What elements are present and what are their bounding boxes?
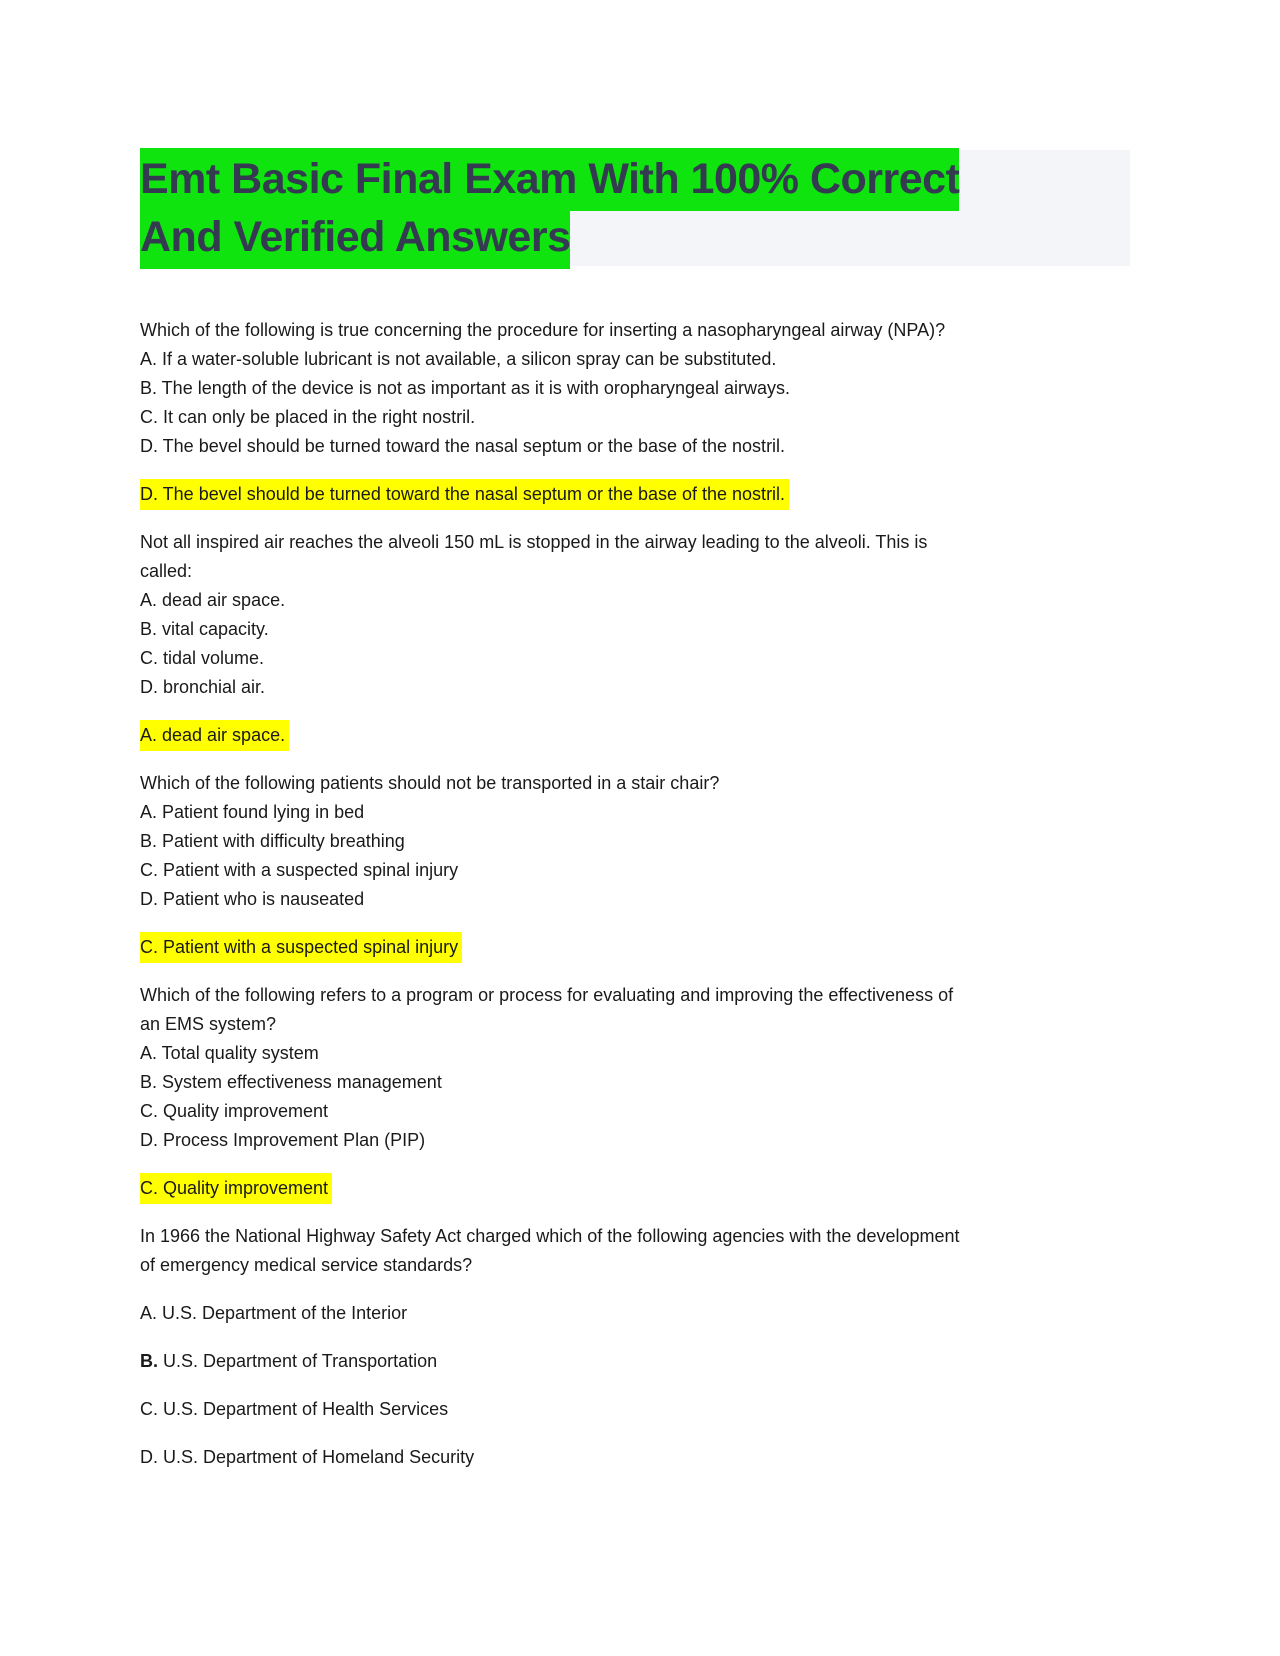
title-line-2-highlight: And Verified Answers: [140, 206, 570, 269]
question-line: of emergency medical service standards?: [140, 1255, 473, 1275]
answer-paragraph: [140, 480, 1100, 509]
document-title: [140, 150, 1130, 266]
option-prefix: D.: [140, 1447, 158, 1467]
question-line: Which of the following is true concerning the procedure for inserting a nasopharyngeal airway (NPA)?: [140, 320, 946, 340]
question-line: D. The bevel should be turned toward the nasal septum or the base of the nostril.: [140, 436, 786, 456]
question-line: Which of the following patients should not be transported in a stair chair?: [140, 773, 720, 793]
question-line: A. If a water-soluble lubricant is not available, a silicon spray can be substituted.: [140, 349, 777, 369]
answer-highlight: D. The bevel should be turned toward the nasal septum or the base of the nostril.: [140, 479, 789, 510]
question-paragraph: [140, 981, 1100, 1155]
question-line: A. dead air space.: [140, 590, 286, 610]
question-line: A. Total quality system: [140, 1043, 319, 1063]
answer-paragraph: [140, 933, 1100, 962]
question-line: called:: [140, 561, 193, 581]
option-text: U.S. Department of Homeland Security: [158, 1447, 475, 1467]
question-line: B. vital capacity.: [140, 619, 269, 639]
option-paragraph: [140, 1299, 1100, 1328]
option-prefix: B.: [140, 1351, 158, 1371]
document-body: [140, 316, 1100, 1472]
answer-highlight: C. Quality improvement: [140, 1173, 332, 1204]
option-text: U.S. Department of Health Services: [158, 1399, 449, 1419]
question-paragraph: [140, 769, 1100, 914]
question-line: C. It can only be placed in the right nostril.: [140, 407, 476, 427]
question-line: Not all inspired air reaches the alveoli 150 mL is stopped in the airway leading to the alveoli. This is: [140, 532, 928, 552]
option-paragraph: [140, 1395, 1100, 1424]
question-line: D. Process Improvement Plan (PIP): [140, 1130, 426, 1150]
question-line: B. System effectiveness management: [140, 1072, 442, 1092]
document-content: [140, 150, 1140, 1491]
option-paragraph: [140, 1347, 1100, 1376]
option-text: U.S. Department of Transportation: [158, 1351, 438, 1371]
question-paragraph: [140, 316, 1100, 461]
option-text: U.S. Department of the Interior: [157, 1303, 408, 1323]
question-line: D. bronchial air.: [140, 677, 266, 697]
question-paragraph: [140, 528, 1100, 702]
question-paragraph: [140, 1222, 1100, 1280]
answer-paragraph: [140, 721, 1100, 750]
question-line: In 1966 the National Highway Safety Act charged which of the following agencies with the development: [140, 1226, 960, 1246]
question-line: C. tidal volume.: [140, 648, 265, 668]
question-line: D. Patient who is nauseated: [140, 889, 365, 909]
option-paragraph: [140, 1443, 1100, 1472]
answer-highlight: A. dead air space.: [140, 720, 289, 751]
title-line-1-highlight: Emt Basic Final Exam With 100% Correct: [140, 148, 959, 211]
question-line: C. Quality improvement: [140, 1101, 329, 1121]
option-prefix: A.: [140, 1303, 158, 1323]
option-prefix: C.: [140, 1399, 158, 1419]
question-line: A. Patient found lying in bed: [140, 802, 365, 822]
answer-highlight: C. Patient with a suspected spinal injury: [140, 932, 462, 963]
question-line: an EMS system?: [140, 1014, 277, 1034]
question-line: C. Patient with a suspected spinal injury: [140, 860, 459, 880]
answer-paragraph: [140, 1174, 1100, 1203]
question-line: Which of the following refers to a program or process for evaluating and improving the effectiveness of: [140, 985, 954, 1005]
question-line: B. Patient with difficulty breathing: [140, 831, 405, 851]
question-line: B. The length of the device is not as important as it is with oropharyngeal airways.: [140, 378, 791, 398]
